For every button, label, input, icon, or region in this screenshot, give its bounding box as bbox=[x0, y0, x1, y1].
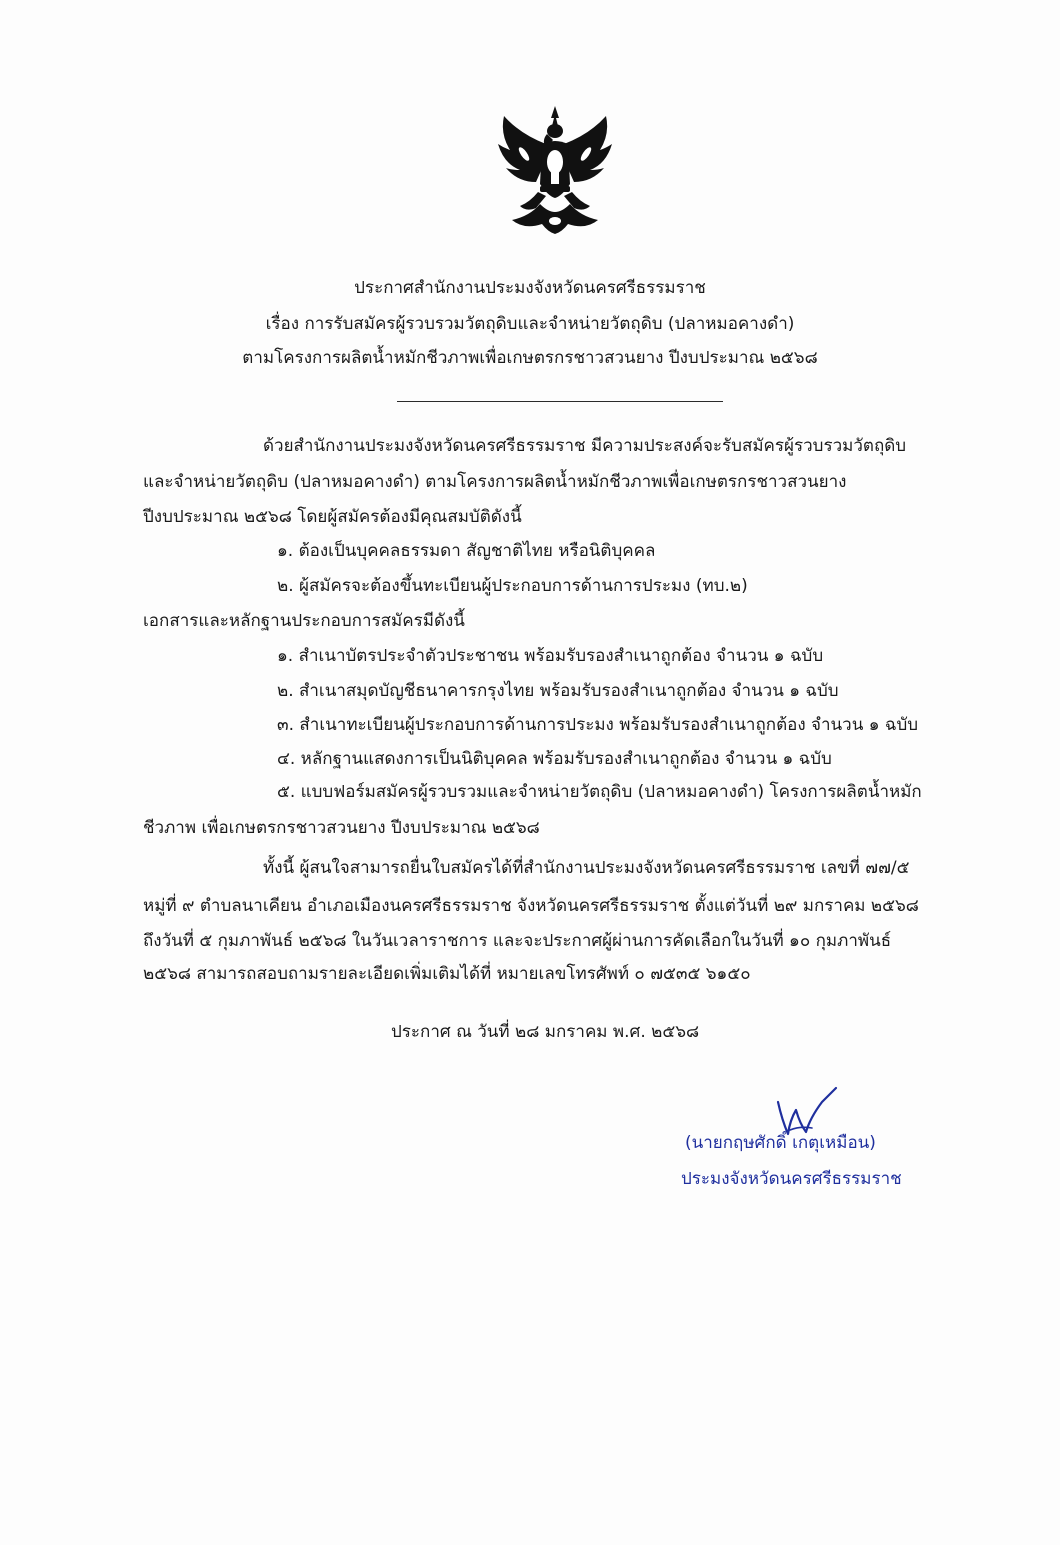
intro-line: ด้วยสำนักงานประมงจังหวัดนครศรีธรรมราช มีความประสงค์จะรับสมัครผู้รวบรวมวัตถุดิบ bbox=[263, 436, 907, 456]
intro-line: ปีงบประมาณ ๒๕๖๘ โดยผู้สมัครต้องมีคุณสมบัติดังนี้ bbox=[143, 507, 522, 527]
closing-line: หมู่ที่ ๙ ตำบลนาเคียน อำเภอเมืองนครศรีธรรมราช จังหวัดนครศรีธรรมราช ตั้งแต่วันที่ ๒๙ มกราคม ๒๕๖๘ bbox=[143, 896, 919, 916]
header-divider bbox=[397, 401, 723, 402]
qualification-item: ๑. ต้องเป็นบุคคลธรรมดา สัญชาติไทย หรือนิติบุคคล bbox=[277, 541, 656, 561]
intro-line: และจำหน่ายวัตถุดิบ (ปลาหมอคางดำ) ตามโครงการผลิตน้ำหมักชีวภาพเพื่อเกษตรกรชาวสวนยาง bbox=[143, 472, 847, 492]
document-item-continuation: ชีวภาพ เพื่อเกษตรกรชาวสวนยาง ปีงบประมาณ ๒๕๖๘ bbox=[143, 818, 540, 838]
announcement-project: ตามโครงการผลิตน้ำหมักชีวภาพเพื่อเกษตรกรชาวสวนยาง ปีงบประมาณ ๒๕๖๘ bbox=[242, 348, 818, 368]
announcement-date: ประกาศ ณ วันที่ ๒๘ มกราคม พ.ศ. ๒๕๖๘ bbox=[391, 1022, 700, 1042]
document-item: ๒. สำเนาสมุดบัญชีธนาคารกรุงไทย พร้อมรับรองสำเนาถูกต้อง จำนวน ๑ ฉบับ bbox=[277, 681, 839, 701]
document-item: ๓. สำเนาทะเบียนผู้ประกอบการด้านการประมง พร้อมรับรองสำเนาถูกต้อง จำนวน ๑ ฉบับ bbox=[277, 715, 919, 735]
document-item: ๑. สำเนาบัตรประจำตัวประชาชน พร้อมรับรองสำเนาถูกต้อง จำนวน ๑ ฉบับ bbox=[277, 646, 824, 666]
document-item: ๔. หลักฐานแสดงการเป็นนิติบุคคล พร้อมรับรองสำเนาถูกต้อง จำนวน ๑ ฉบับ bbox=[277, 749, 832, 769]
qualification-item: ๒. ผู้สมัครจะต้องขึ้นทะเบียนผู้ประกอบการด้านการประมง (ทบ.๒) bbox=[277, 576, 748, 596]
signatory-position: ประมงจังหวัดนครศรีธรรมราช bbox=[681, 1169, 902, 1189]
garuda-emblem-icon bbox=[490, 104, 620, 236]
closing-line: ๒๕๖๘ สามารถสอบถามรายละเอียดเพิ่มเติมได้ที่ หมายเลขโทรศัพท์ ๐ ๗๕๓๕ ๖๑๕๐ bbox=[143, 964, 751, 984]
announcement-subject: เรื่อง การรับสมัครผู้รวบรวมวัตถุดิบและจำหน่ายวัตถุดิบ (ปลาหมอคางดำ) bbox=[265, 314, 795, 334]
closing-line: ถึงวันที่ ๕ กุมภาพันธ์ ๒๕๖๘ ในวันเวลาราชการ และจะประกาศผู้ผ่านการคัดเลือกในวันที่ ๑๐ กุมภาพันธ์ bbox=[143, 931, 892, 951]
closing-line: ทั้งนี้ ผู้สนใจสามารถยื่นใบสมัครได้ที่สำนักงานประมงจังหวัดนครศรีธรรมราช เลขที่ ๗๗/๕ bbox=[263, 858, 910, 878]
signatory-name: (นายกฤษศักดิ์ เกตุเหมือน) bbox=[685, 1133, 876, 1153]
documents-heading: เอกสารและหลักฐานประกอบการสมัครมีดังนี้ bbox=[143, 611, 465, 631]
document-item: ๕. แบบฟอร์มสมัครผู้รวบรวมและจำหน่ายวัตถุดิบ (ปลาหมอคางดำ) โครงการผลิตน้ำหมัก bbox=[277, 782, 922, 802]
announcement-heading: ประกาศสำนักงานประมงจังหวัดนครศรีธรรมราช bbox=[354, 278, 706, 298]
